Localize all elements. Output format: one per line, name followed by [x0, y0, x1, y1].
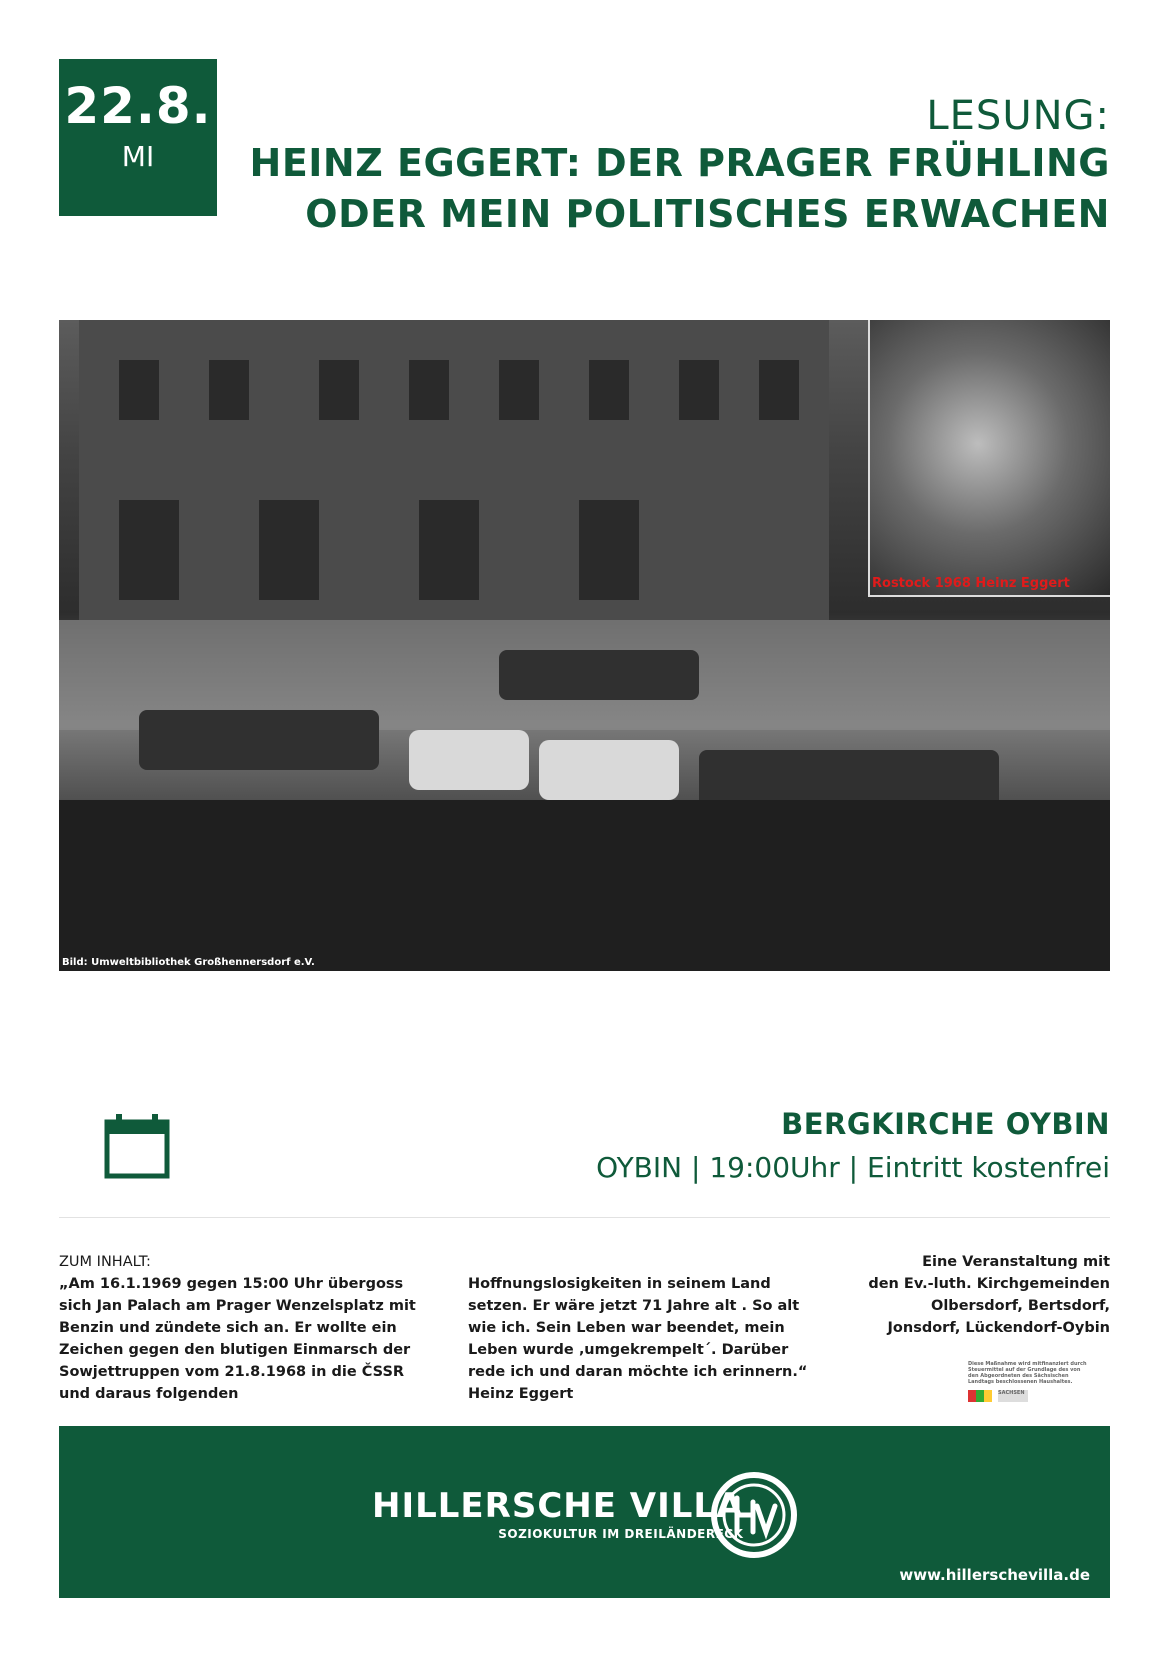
- calendar-icon: [104, 1114, 170, 1180]
- funding-notice: [968, 1361, 1088, 1411]
- inset-portrait: [868, 320, 1110, 597]
- photo-credit: Bild: Umweltbibliothek Großhennersdorf e.V.: [62, 957, 315, 968]
- main-photo: [59, 320, 1110, 971]
- title-line-2: ODER MEIN POLITISCHES ERWACHEN: [305, 192, 1110, 237]
- organizer-line: den Ev.-luth. Kirchgemeinden: [868, 1276, 1110, 1292]
- divider: [59, 1217, 1110, 1218]
- brand-subtitle: SOZIOKULTUR IM DREILÄNDERECK: [498, 1527, 744, 1541]
- organizer-info: [810, 1251, 1110, 1396]
- title-line-1: HEINZ EGGERT: DER PRAGER FRÜHLING: [249, 141, 1110, 185]
- footer-banner: [59, 1426, 1110, 1598]
- brand-name: HILLERSCHE VILLA: [372, 1486, 744, 1526]
- venue-info: [596, 1107, 1110, 1184]
- hv-logo-icon: [709, 1470, 799, 1560]
- organizer-line: Jonsdorf, Lückendorf-Oybin: [887, 1320, 1110, 1336]
- description-text-1: „Am 16.1.1969 gegen 15:00 Uhr übergoss sich Jan Palach am Prager Wenzelsplatz mit Benzin und zündete sich an. Er wollte ein Zeichen gegen den blutigen Einmarsch der Sowjettruppen vom 21.8.1968 in die ČSSR und daraus folgenden: [59, 1276, 416, 1402]
- venue-meta: OYBIN | 19:00Uhr | Eintritt kostenfrei: [596, 1151, 1110, 1184]
- organizer-line: Olbersdorf, Bertsdorf,: [931, 1298, 1110, 1314]
- organizer-line: Eine Veranstaltung mit: [922, 1254, 1110, 1270]
- event-weekday: MI: [121, 140, 155, 173]
- inset-caption: Rostock 1968 Heinz Eggert: [872, 576, 1070, 591]
- description-column-1: [59, 1251, 429, 1405]
- content-label: ZUM INHALT:: [59, 1254, 151, 1270]
- funding-logo-icon: [968, 1390, 992, 1402]
- description-column-2: [468, 1273, 828, 1405]
- date-badge: [59, 59, 217, 216]
- brand: [372, 1486, 744, 1541]
- description-text-2: Hoffnungslosigkeiten in seinem Land setzen. Er wäre jetzt 71 Jahre alt . So alt wie ich. Sein Leben war beendet, mein Leben wurde ‚umgekrempelt´. Darüber rede ich und daran möchte ich erinnern.“ Heinz Eggert: [468, 1276, 808, 1402]
- title-kicker: LESUNG:: [926, 93, 1110, 139]
- sachsen-logo: [998, 1390, 1028, 1402]
- sachsen-logo-text: SACHSEN: [998, 1390, 1025, 1396]
- website-link[interactable]: www.hillerschevilla.de: [899, 1566, 1090, 1584]
- event-title: [250, 94, 1110, 241]
- funding-note: Diese Maßnahme wird mitfinanziert durch Steuermittel auf der Grundlage des von den Abgeordneten des Sächsischen Landtags beschlossenen Haushaltes.: [968, 1361, 1087, 1385]
- event-date: 22.8.: [64, 77, 212, 135]
- venue-name: BERGKIRCHE OYBIN: [781, 1107, 1110, 1141]
